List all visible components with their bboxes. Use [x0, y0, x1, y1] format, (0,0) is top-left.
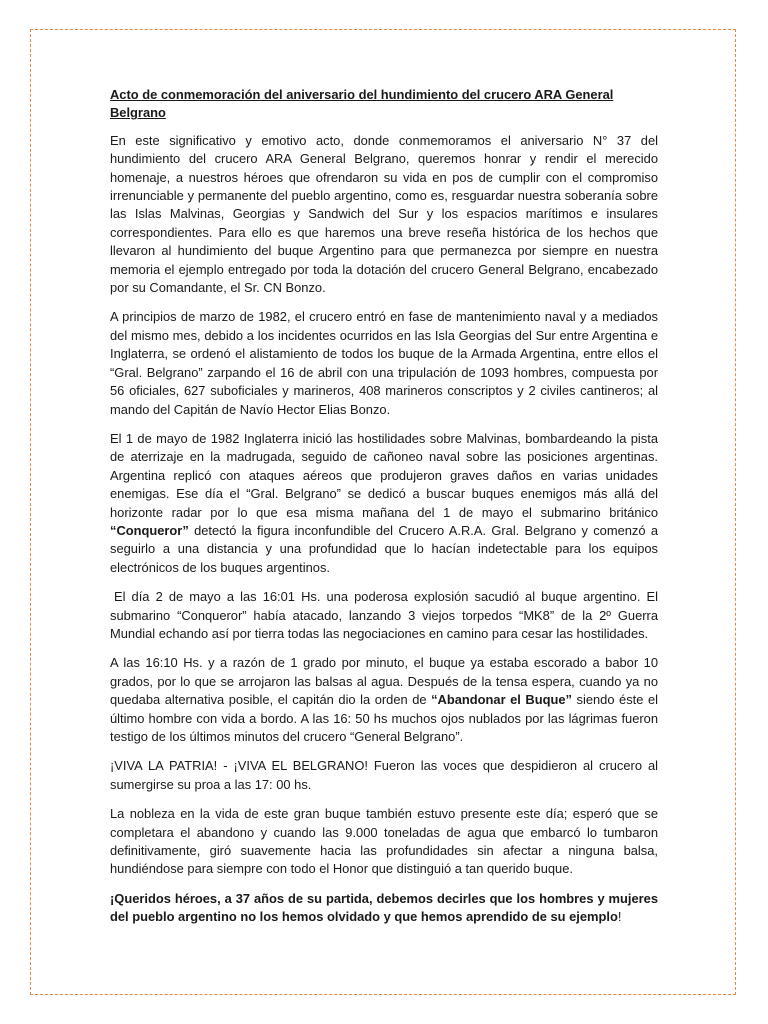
paragraph-may-1-text-a: El 1 de mayo de 1982 Inglaterra inició las hostilidades sobre Malvinas, bombardeando la pista de aterrizaje en la madrugada, seguido de cañoneo naval sobre las posiciones argentinas. Argentina replicó con ataques aéreos que produjeron graves daños en varias unidades enemigas. Ese día el “Gral. Belgrano” se dedicó a buscar buques enemigos más allá del horizonte radar por lo que esa misma mañana del 1 de mayo el submarino británico [110, 430, 658, 520]
paragraph-abandon [110, 654, 658, 746]
paragraph-viva: ¡VIVA LA PATRIA! - ¡VIVA EL BELGRANO! Fueron las voces que despidieron al crucero al sumergirse su proa a las 17: 00 hs. [110, 758, 658, 792]
paragraph-abandon-text-a: A las 16:10 Hs. y a razón de 1 grado por minuto, el buque ya estaba escorado a babor 10 grados, por lo que se arrojaron las balsas al agua. Después de la tensa espera, cuando ya no quedaba alternativa posible, el capitán dio la orden de [110, 655, 658, 708]
paragraph-may-1-text-c: detectó la figura inconfundible del Crucero A.R.A. Gral. Belgrano y comenzó a seguirlo a una distancia y una profundidad que lo hacían indetectable para los equipos electrónicos de los buques argentinos. [110, 522, 658, 575]
closing-exclamation: ! [617, 909, 622, 925]
conqueror-bold: “Conqueror” [110, 522, 189, 538]
abandonar-el-buque-bold: “Abandonar el Buque” [431, 692, 572, 708]
document-title: Acto de conmemoración del aniversario del hundimiento del crucero ARA General Belgrano [110, 87, 614, 121]
paragraph-may-1 [110, 430, 658, 577]
paragraph-abandon-text-c: siendo éste el último hombre con vida a bordo. A las 16: 50 hs muchos ojos nublados por las lágrimas fueron testigo de los últimos minutos del crucero “General Belgrano”. [110, 692, 658, 744]
closing-text: ¡Queridos héroes, a 37 años de su partida, debemos decirles que los hombres y mujeres del pueblo argentino no los hemos olvidado y que hemos aprendido de su ejemplo [110, 890, 658, 925]
paragraph-may-2: El día 2 de mayo a las 16:01 Hs. una poderosa explosión sacudió al buque argentino. El submarino “Conqueror” había atacado, lanzando 3 viejos torpedos “MK8” de la 2º Guerra Mundial echando así por tierra todas las negociaciones en camino para cesar las hostilidades. [110, 589, 658, 641]
paragraph-closing [110, 890, 658, 927]
document-body [110, 86, 658, 938]
paragraph-march-1982: A principios de marzo de 1982, el crucero entró en fase de mantenimiento naval y a mediados del mismo mes, debido a los incidentes ocurridos en las Isla Georgias del Sur entre Argentina e Inglaterra, se ordenó el alistamiento de todos los buque de la Armada Argentina, entre ellos el “Gral. Belgrano” zarpando el 16 de abril con una tripulación de 1093 hombres, compuesta por 56 oficiales, 627 suboficiales y marineros, 408 marineros conscriptos y 2 civiles cantineros; al mando del Capitán de Navío Hector Elias Bonzo. [110, 309, 658, 417]
paragraph-intro: En este significativo y emotivo acto, donde conmemoramos el aniversario N° 37 del hundimiento del crucero ARA General Belgrano, queremos honrar y rendir el merecido homenaje, a nuestros héroes que ofrendaron su vida en pos de cumplir con el compromiso irrenunciable y permanente del pueblo argentino, como es, resguardar nuestra soberanía sobre las Islas Malvinas, Georgias y Sandwich del Sur y los espacios marítimos e insulares correspondientes. Para ello es que haremos una breve reseña histórica de los hechos que llevaron al hundimiento del buque Argentino para que permanezca por siempre en nuestra memoria el ejemplo entregado por toda la dotación del crucero General Belgrano, encabezado por su Comandante, el Sr. CN Bonzo. [110, 132, 658, 296]
paragraph-nobleza: La nobleza en la vida de este gran buque también estuvo presente este día; esperó que se completara el abandono y cuando las 9.000 toneladas de agua que embarcó lo tumbaron definitivamente, giró suavemente hacia las profundidades sin afectar a ninguna balsa, hundiéndose para siempre con todo el Honor que distinguió a tan querido buque. [110, 806, 658, 877]
